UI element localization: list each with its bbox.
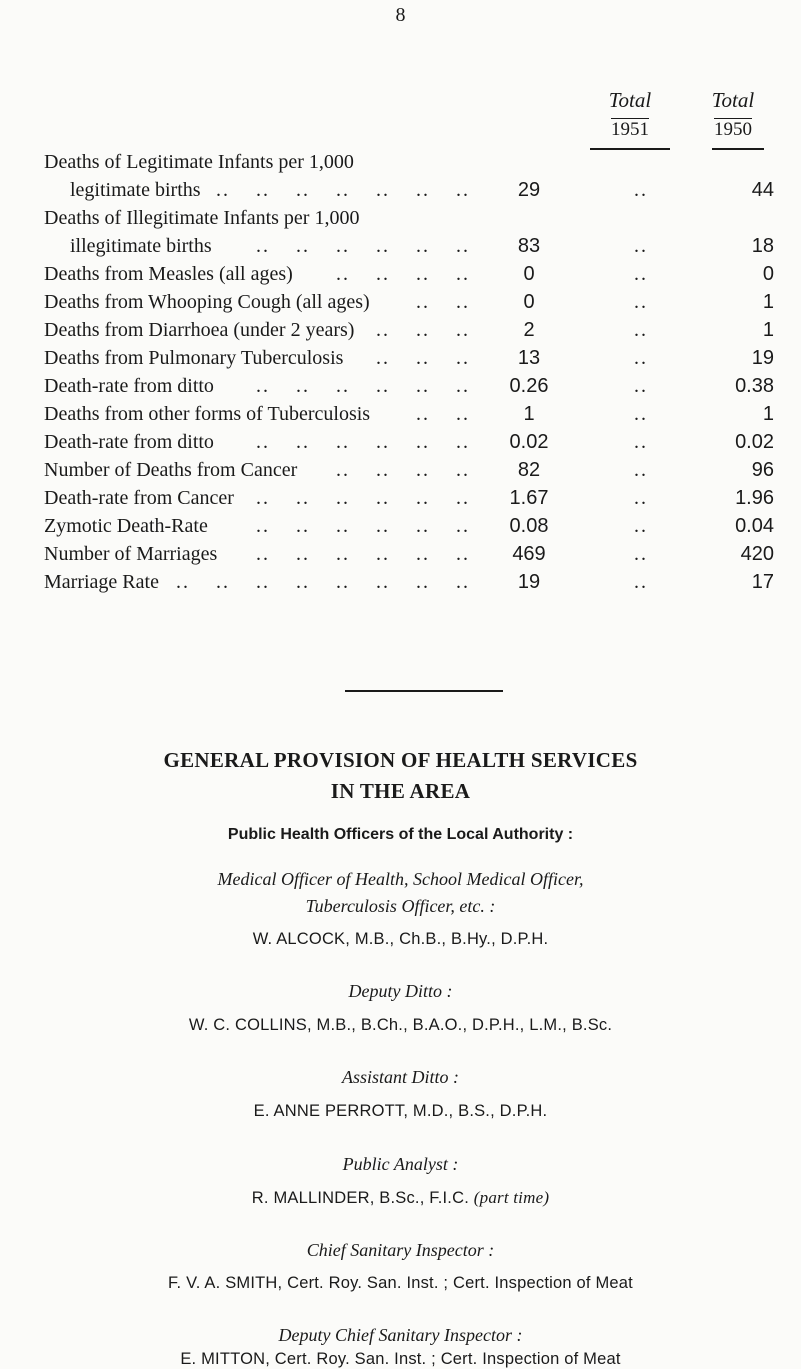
leader-dots: .. (416, 319, 430, 341)
row-label: Marriage Rate (44, 571, 159, 593)
section-divider (345, 690, 503, 692)
leader-dots: .. (634, 179, 648, 201)
row-label: Number of Marriages (44, 543, 218, 565)
leader-dots: .. (416, 235, 430, 257)
leader-dots: .. (336, 515, 350, 537)
value-1951: 0 (523, 263, 535, 285)
leader-dots: .. (456, 263, 470, 285)
officer-name: W. C. COLLINS, M.B., B.Ch., B.A.O., D.P.H., L.M., B.Sc. (188, 1016, 613, 1034)
value-1951: 82 (517, 459, 541, 481)
column-year-1950: 1950 (714, 119, 752, 140)
leader-dots: .. (634, 571, 648, 593)
leader-dots: .. (634, 487, 648, 509)
officer-role: Deputy Chief Sanitary Inspector : (278, 1325, 523, 1345)
officer-role: Assistant Ditto : (341, 1067, 459, 1087)
section-title-line2: IN THE AREA (330, 779, 471, 803)
column-heading-1951: Total (608, 88, 652, 112)
leader-dots: .. (416, 543, 430, 565)
leader-dots: .. (296, 375, 310, 397)
leader-dots: .. (456, 571, 470, 593)
leader-dots: .. (416, 571, 430, 593)
leader-dots: .. (634, 515, 648, 537)
officer-role: Deputy Ditto : (348, 981, 453, 1001)
leader-dots: .. (416, 291, 430, 313)
leader-dots: .. (456, 403, 470, 425)
value-1950: 18 (751, 235, 774, 257)
leader-dots: .. (376, 515, 390, 537)
value-1951: 29 (517, 179, 541, 201)
leader-dots: .. (336, 543, 350, 565)
leader-dots: .. (634, 403, 648, 425)
leader-dots: .. (634, 459, 648, 481)
leader-dots: .. (376, 571, 390, 593)
section-subheading: Public Health Officers of the Local Authority : (227, 826, 574, 843)
leader-dots: .. (456, 459, 470, 481)
leader-dots: .. (416, 459, 430, 481)
row-label: Deaths from Diarrhoea (under 2 years) (44, 319, 355, 341)
officer-role: Medical Officer of Health, School Medical Officer, (217, 869, 584, 889)
leader-dots: .. (256, 179, 270, 201)
value-1951: 1.67 (509, 487, 549, 509)
leader-dots: .. (634, 291, 648, 313)
value-1951: 1 (523, 403, 535, 425)
officer-name: F. V. A. SMITH, Cert. Roy. San. Inst. ; Cert. Inspection of Meat (168, 1274, 633, 1292)
value-1951: 2 (523, 319, 535, 341)
leader-dots: .. (256, 235, 270, 257)
column-rule-1950 (712, 148, 764, 150)
leader-dots: .. (376, 263, 390, 285)
leader-dots: .. (456, 235, 470, 257)
value-1950: 0.02 (735, 431, 774, 453)
leader-dots: .. (176, 571, 190, 593)
row-label: Deaths of Legitimate Infants per 1,000 (44, 151, 354, 173)
leader-dots: .. (336, 571, 350, 593)
value-1950: 1 (762, 291, 774, 313)
leader-dots: .. (634, 235, 648, 257)
leader-dots: .. (256, 431, 270, 453)
leader-dots: .. (336, 179, 350, 201)
leader-dots: .. (634, 431, 648, 453)
row-label: Zymotic Death-Rate (44, 515, 208, 537)
value-1950: 96 (751, 459, 774, 481)
officer-name: W. ALCOCK, M.B., Ch.B., B.Hy., D.P.H. (252, 930, 549, 948)
leader-dots: .. (216, 179, 230, 201)
leader-dots: .. (376, 235, 390, 257)
leader-dots: .. (256, 543, 270, 565)
leader-dots: .. (416, 375, 430, 397)
value-1951: 19 (517, 571, 541, 593)
leader-dots: .. (256, 515, 270, 537)
value-1950: 0 (762, 263, 774, 285)
value-1951: 0.02 (509, 431, 549, 453)
leader-dots: .. (634, 263, 648, 285)
officer-name: E. MITTON, Cert. Roy. San. Inst. ; Cert. Inspection of Meat (180, 1350, 621, 1368)
officer-name: R. MALLINDER, B.Sc., F.I.C. (251, 1189, 469, 1207)
row-label: Death-rate from Cancer (44, 487, 234, 509)
column-heading-1950: Total (711, 88, 755, 112)
leader-dots: .. (634, 375, 648, 397)
value-1950: 420 (740, 543, 774, 565)
section-title: GENERAL PROVISION OF HEALTH SERVICES (163, 748, 638, 772)
leader-dots: .. (376, 431, 390, 453)
value-1951: 0.26 (509, 375, 549, 397)
row-label: Deaths from other forms of Tuberculosis (44, 403, 371, 425)
value-1951: 0 (523, 291, 535, 313)
row-label: Deaths from Pulmonary Tuberculosis (44, 347, 344, 369)
leader-dots: .. (456, 319, 470, 341)
value-1950: 1 (762, 403, 774, 425)
leader-dots: .. (456, 291, 470, 313)
column-year-1951: 1951 (611, 119, 649, 140)
leader-dots: .. (376, 543, 390, 565)
leader-dots: .. (416, 431, 430, 453)
leader-dots: .. (634, 347, 648, 369)
value-1951: 13 (517, 347, 541, 369)
leader-dots: .. (376, 347, 390, 369)
row-label: Deaths from Measles (all ages) (44, 263, 293, 285)
leader-dots: .. (456, 375, 470, 397)
leader-dots: .. (634, 319, 648, 341)
row-label: Number of Deaths from Cancer (44, 459, 298, 481)
leader-dots: .. (296, 487, 310, 509)
leader-dots: .. (456, 543, 470, 565)
leader-dots: .. (336, 459, 350, 481)
leader-dots: .. (336, 431, 350, 453)
leader-dots: .. (416, 487, 430, 509)
leader-dots: .. (256, 571, 270, 593)
leader-dots: .. (376, 319, 390, 341)
row-label: Deaths from Whooping Cough (all ages) (44, 291, 370, 313)
officer-role: Chief Sanitary Inspector : (306, 1240, 495, 1260)
leader-dots: .. (634, 543, 648, 565)
officer-role: Tuberculosis Officer, etc. : (305, 896, 496, 916)
leader-dots: .. (456, 431, 470, 453)
leader-dots: .. (416, 263, 430, 285)
leader-dots: .. (416, 515, 430, 537)
leader-dots: .. (456, 487, 470, 509)
row-label: illegitimate births (70, 235, 212, 257)
value-1950: 1 (762, 319, 774, 341)
leader-dots: .. (376, 487, 390, 509)
leader-dots: .. (336, 235, 350, 257)
leader-dots: .. (256, 487, 270, 509)
row-label: legitimate births (70, 179, 201, 201)
officer-name-note: (part time) (473, 1188, 550, 1207)
row-label: Death-rate from ditto (44, 431, 214, 453)
value-1950: 17 (751, 571, 774, 593)
leader-dots: .. (256, 375, 270, 397)
value-1950: 44 (751, 179, 774, 201)
leader-dots: .. (336, 375, 350, 397)
value-1950: 19 (751, 347, 774, 369)
page-number: 8 (395, 4, 406, 26)
leader-dots: .. (216, 571, 230, 593)
leader-dots: .. (456, 515, 470, 537)
row-label: Deaths of Illegitimate Infants per 1,000 (44, 207, 360, 229)
leader-dots: .. (376, 179, 390, 201)
leader-dots: .. (376, 459, 390, 481)
leader-dots: .. (416, 347, 430, 369)
leader-dots: .. (376, 375, 390, 397)
leader-dots: .. (296, 235, 310, 257)
leader-dots: .. (456, 179, 470, 201)
officer-name: E. ANNE PERROTT, M.D., B.S., D.P.H. (253, 1102, 548, 1120)
leader-dots: .. (456, 347, 470, 369)
leader-dots: .. (296, 543, 310, 565)
leader-dots: .. (296, 179, 310, 201)
leader-dots: .. (416, 179, 430, 201)
leader-dots: .. (296, 515, 310, 537)
value-1951: 469 (512, 543, 546, 565)
leader-dots: .. (416, 403, 430, 425)
value-1950: 0.04 (735, 515, 774, 537)
leader-dots: .. (336, 487, 350, 509)
officer-name-line (0, 1188, 801, 1208)
leader-dots: .. (296, 431, 310, 453)
value-1951: 83 (517, 235, 541, 257)
leader-dots: .. (296, 571, 310, 593)
officer-role: Public Analyst : (342, 1154, 459, 1174)
leader-dots: .. (336, 263, 350, 285)
row-label: Death-rate from ditto (44, 375, 214, 397)
value-1950: 1.96 (735, 487, 774, 509)
value-1951: 0.08 (509, 515, 549, 537)
value-1950: 0.38 (735, 375, 774, 397)
column-rule-1951 (590, 148, 670, 150)
